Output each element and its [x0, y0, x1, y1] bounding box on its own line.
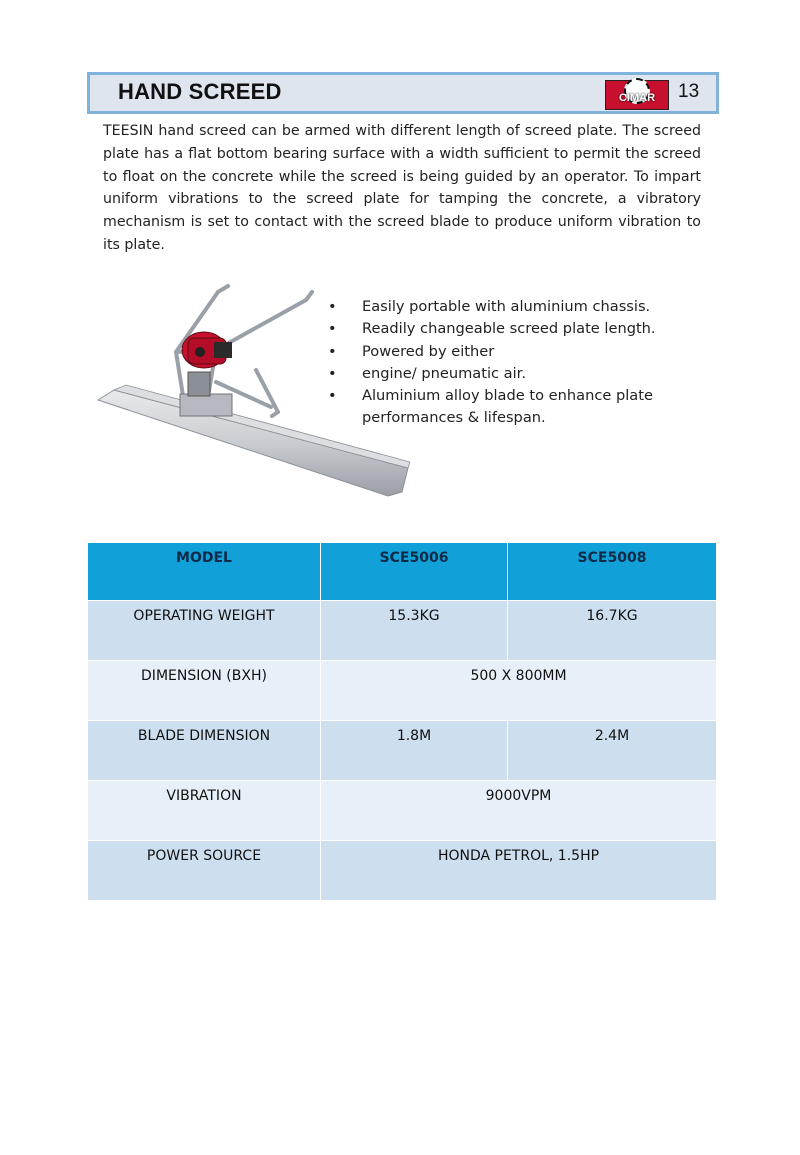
- cell-shared: 500 X 800MM: [321, 661, 717, 721]
- cell-sce5008: 2.4M: [508, 721, 717, 781]
- table-row: [88, 781, 717, 841]
- feature-item: • engine/ pneumatic air.: [328, 363, 708, 385]
- page-title: HAND SCREED: [118, 79, 282, 104]
- header-sce5006: SCE5006: [321, 543, 508, 601]
- cell-sce5006: 1.8M: [321, 721, 508, 781]
- page-header: [87, 72, 719, 114]
- cell-shared: 9000VPM: [321, 781, 717, 841]
- intro-paragraph: TEESIN hand screed can be armed with different length of screed plate. The screed plate has a flat bottom bearing surface with a width sufficient to permit the screed to float on the concrete while the screed is being guided by an operator. To impart uniform vibrations to the screed plate for tamping the concrete, a vibratory mechanism is set to contact with the screed blade to produce uniform vibration to its plate.: [103, 123, 701, 253]
- row-label: OPERATING WEIGHT: [88, 601, 321, 661]
- table-row: [88, 721, 717, 781]
- row-label: POWER SOURCE: [88, 841, 321, 901]
- table-row: [88, 661, 717, 721]
- cell-sce5006: 15.3KG: [321, 601, 508, 661]
- feature-item: • Readily changeable screed plate length.: [328, 318, 708, 340]
- table-row: [88, 601, 717, 661]
- feature-list: [328, 296, 708, 430]
- spec-table: [87, 542, 717, 901]
- table-row: [88, 841, 717, 901]
- cell-shared: HONDA PETROL, 1.5HP: [321, 841, 717, 901]
- table-header-row: [88, 543, 717, 601]
- feature-item: • Powered by either: [328, 341, 708, 363]
- logo-text: CIMAR: [618, 92, 656, 104]
- cimar-logo: [605, 80, 669, 110]
- header-sce5008: SCE5008: [508, 543, 717, 601]
- feature-item: • Aluminium alloy blade to enhance plate performances & lifespan.: [328, 385, 708, 430]
- cell-sce5008: 16.7KG: [508, 601, 717, 661]
- row-label: BLADE DIMENSION: [88, 721, 321, 781]
- header-model: MODEL: [88, 543, 321, 601]
- row-label: DIMENSION (BXH): [88, 661, 321, 721]
- feature-item: • Easily portable with aluminium chassis.: [328, 296, 708, 318]
- row-label: VIBRATION: [88, 781, 321, 841]
- page-number: 13: [678, 81, 700, 102]
